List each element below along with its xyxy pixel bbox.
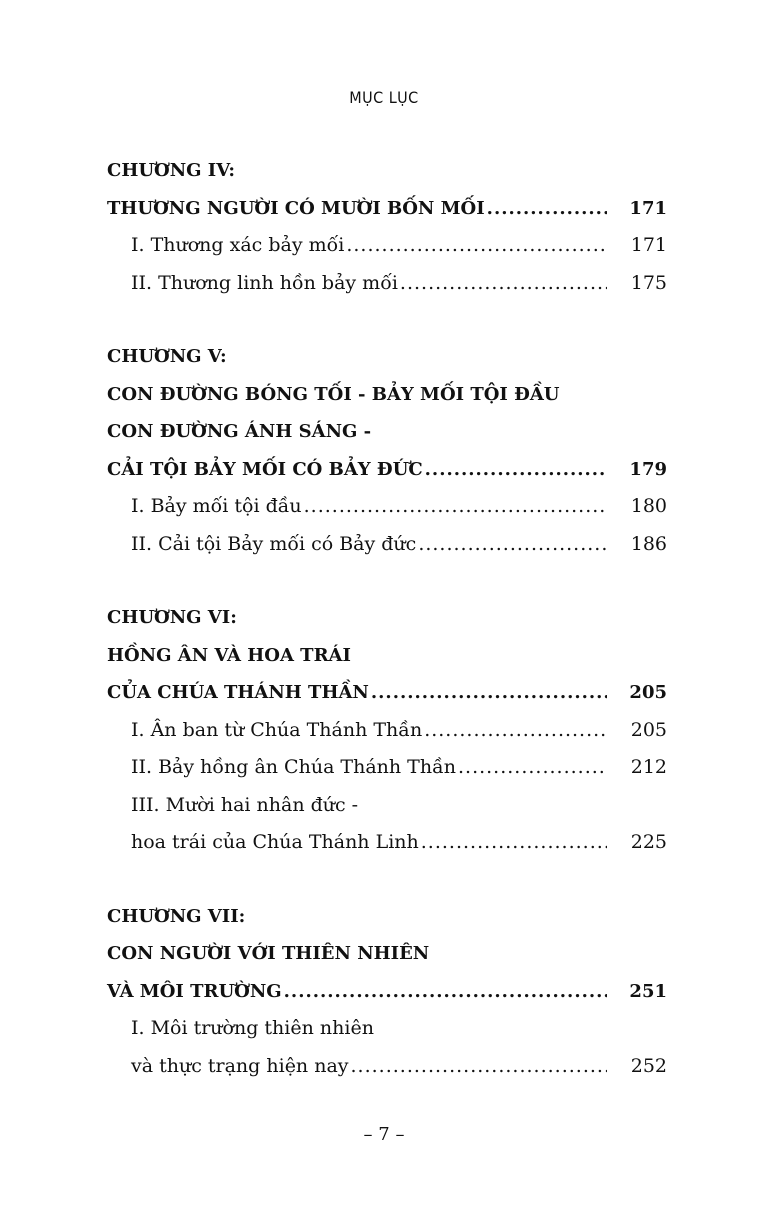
toc-chapter-line bbox=[107, 190, 667, 228]
toc-chapter-line bbox=[107, 973, 667, 1011]
toc-entry-title: I. Bảy mối tội đầu bbox=[131, 495, 302, 517]
toc-entry-title: I. Môi trường thiên nhiên bbox=[131, 1017, 374, 1039]
toc-page-number: 212 bbox=[630, 756, 667, 778]
toc-entry-line bbox=[107, 488, 667, 526]
toc-page-number: 251 bbox=[629, 980, 667, 1002]
toc-entry-line bbox=[107, 712, 667, 750]
toc-chapter-line bbox=[107, 338, 667, 376]
dot-leader bbox=[371, 674, 607, 712]
toc-entry-line bbox=[107, 1010, 667, 1048]
dot-leader bbox=[304, 488, 607, 526]
toc-entry-title: III. Mười hai nhân đức - bbox=[131, 793, 359, 816]
toc-entry-title: CON NGƯỜI VỚI THIÊN NHIÊN bbox=[107, 943, 430, 964]
toc-entry-title: hoa trái của Chúa Thánh Linh bbox=[131, 831, 419, 853]
table-of-contents bbox=[107, 152, 667, 1121]
dot-leader bbox=[400, 265, 607, 303]
toc-chapter-line bbox=[107, 674, 667, 712]
dot-leader bbox=[424, 712, 607, 750]
toc-entry-title: CHƯƠNG V: bbox=[107, 346, 227, 367]
toc-chapter-line bbox=[107, 451, 667, 489]
toc-chapter-line bbox=[107, 413, 667, 451]
page-title: MỤC LỤC bbox=[349, 88, 419, 107]
toc-chapter-line bbox=[107, 599, 667, 637]
toc-entry-line bbox=[107, 265, 667, 303]
toc-chapter-line bbox=[107, 637, 667, 675]
toc-entry-line bbox=[107, 526, 667, 564]
toc-page-number: 205 bbox=[630, 718, 667, 741]
toc-chapter-line bbox=[107, 898, 667, 936]
toc-entry-line bbox=[107, 1048, 667, 1086]
toc-section bbox=[107, 599, 667, 862]
toc-page-number: 180 bbox=[630, 495, 667, 517]
toc-entry-line bbox=[107, 824, 667, 862]
dot-leader bbox=[421, 824, 607, 862]
toc-page-number: 205 bbox=[629, 682, 667, 703]
toc-entry-title: II. Bảy hồng ân Chúa Thánh Thần bbox=[131, 756, 456, 778]
toc-chapter-line bbox=[107, 935, 667, 973]
toc-entry-title: II. Cải tội Bảy mối có Bảy đức bbox=[131, 532, 417, 555]
toc-entry-title: II. Thương linh hồn bảy mối bbox=[131, 271, 398, 294]
toc-entry-title: I. Thương xác bảy mối bbox=[131, 234, 345, 256]
toc-entry-line bbox=[107, 787, 667, 825]
toc-entry-title: HỒNG ÂN VÀ HOA TRÁI bbox=[107, 644, 351, 666]
dot-leader bbox=[351, 1048, 607, 1086]
toc-entry-title: CẢI TỘI BẢY MỐI CÓ BẢY ĐỨC bbox=[107, 458, 423, 480]
toc-page-number: 171 bbox=[630, 234, 667, 256]
toc-section bbox=[107, 898, 667, 1086]
dot-leader bbox=[418, 526, 607, 564]
toc-entry-title: và thực trạng hiện nay bbox=[131, 1054, 349, 1077]
toc-entry-line bbox=[107, 227, 667, 265]
toc-page-number: 179 bbox=[629, 458, 667, 480]
dot-leader bbox=[284, 973, 607, 1011]
toc-page-number: 252 bbox=[630, 1054, 667, 1077]
toc-chapter-line bbox=[107, 376, 667, 414]
toc-entry-title: CON ĐƯỜNG BÓNG TỐI - BẢY MỐI TỘI ĐẦU bbox=[107, 383, 560, 405]
dot-leader bbox=[346, 227, 607, 265]
dot-leader bbox=[487, 190, 607, 228]
toc-entry-title: I. Ân ban từ Chúa Thánh Thần bbox=[131, 718, 423, 741]
toc-section bbox=[107, 152, 667, 302]
toc-page-number: 175 bbox=[630, 271, 667, 294]
toc-entry-line bbox=[107, 749, 667, 787]
toc-entry-title: CON ĐƯỜNG ÁNH SÁNG - bbox=[107, 421, 372, 442]
toc-page-number: 225 bbox=[630, 831, 667, 853]
toc-entry-title: CHƯƠNG VI: bbox=[107, 607, 237, 628]
toc-page-number: 186 bbox=[630, 532, 667, 555]
toc-section bbox=[107, 338, 667, 563]
toc-entry-title: THƯƠNG NGƯỜI CÓ MƯỜI BỐN MỐI bbox=[107, 197, 485, 219]
toc-chapter-line bbox=[107, 152, 667, 190]
toc-entry-title: VÀ MÔI TRƯỜNG bbox=[107, 980, 282, 1002]
toc-entry-title: CỦA CHÚA THÁNH THẦN bbox=[107, 682, 369, 703]
dot-leader bbox=[458, 749, 607, 787]
dot-leader bbox=[425, 451, 607, 489]
page-number: – 7 – bbox=[363, 1124, 405, 1145]
toc-page-number: 171 bbox=[629, 197, 667, 219]
toc-entry-title: CHƯƠNG VII: bbox=[107, 905, 246, 927]
toc-entry-title: CHƯƠNG IV: bbox=[107, 160, 236, 181]
